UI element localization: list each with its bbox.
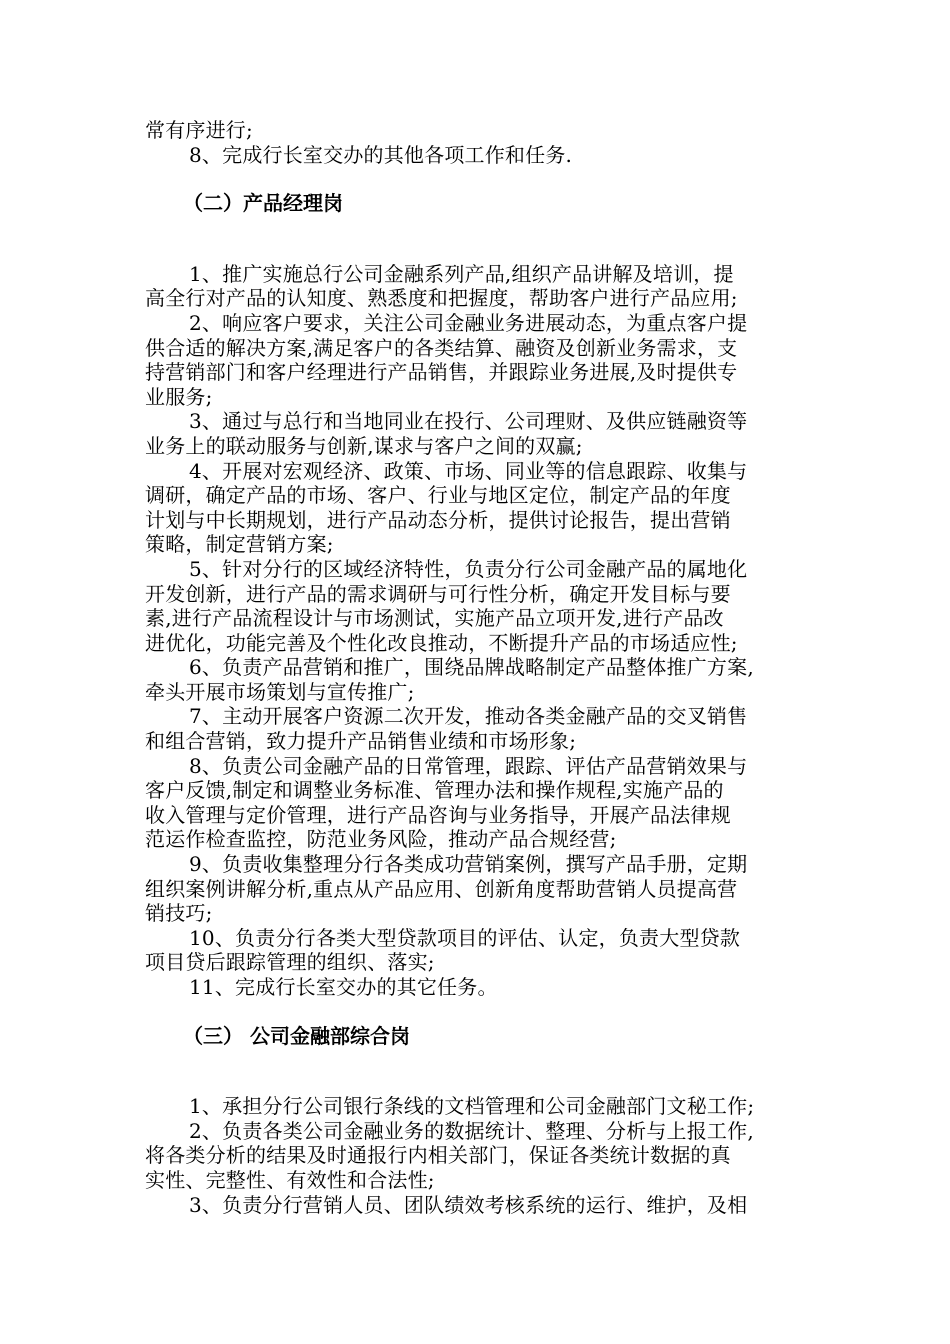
text-line: 调研，确定产品的市场、客户、行业与地区定位，制定产品的年度 xyxy=(145,483,731,508)
text-line: 2、响应客户要求，关注公司金融业务进展动态，为重点客户提 xyxy=(189,310,748,335)
text-line: 将各类分析的结果及时通报行内相关部门，保证各类统计数据的真 xyxy=(145,1143,731,1168)
text-line: 2、负责各类公司金融业务的数据统计、整理、分析与上报工作, xyxy=(189,1118,754,1143)
text-line: 3、负责分行营销人员、团队绩效考核系统的运行、维护，及相 xyxy=(189,1192,748,1217)
text-line: 10、负责分行各类大型贷款项目的评估、认定，负责大型贷款 xyxy=(189,925,741,950)
text-line: 常有序进行; xyxy=(145,118,253,142)
text-line: 1、承担分行公司银行条线的文档管理和公司金融部门文秘工作; xyxy=(189,1094,755,1119)
text-line: 项目贷后跟踪管理的组织、落实; xyxy=(145,950,435,975)
text-line: 6、负责产品营销和推广，围绕品牌战略制定产品整体推广方案, xyxy=(189,655,754,680)
text-line: 高全行对产品的认知度、熟悉度和把握度，帮助客户进行产品应用; xyxy=(145,286,738,311)
text-line: 5、针对分行的区域经济特性，负责分行公司金融产品的属地化 xyxy=(189,556,748,581)
text-line: 牵头开展市场策划与宣传推广; xyxy=(145,679,415,704)
document-page xyxy=(145,118,815,1217)
text-line: 7、主动开展客户资源二次开发，推动各类金融产品的交叉销售 xyxy=(189,704,748,729)
section-general-post xyxy=(145,1094,815,1217)
text-line: 组织案例讲解分析,重点从产品应用、创新角度帮助营销人员提高营 xyxy=(145,876,738,901)
text-line: 1、推广实施总行公司金融系列产品,组织产品讲解及培训，提 xyxy=(189,261,734,286)
text-line: 供合适的解决方案,满足客户的各类结算、融资及创新业务需求，支 xyxy=(145,335,738,360)
text-line: 和组合营销，致力提升产品销售业绩和市场形象; xyxy=(145,729,577,754)
text-line: 销技巧; xyxy=(145,901,213,926)
text-line: 8、负责公司金融产品的日常管理，跟踪、评估产品营销效果与 xyxy=(189,753,748,778)
text-line: 持营销部门和客户经理进行产品销售，并跟踪业务进展,及时提供专 xyxy=(145,360,738,385)
text-line: 客户反馈,制定和调整业务标准、管理办法和操作规程,实施产品的 xyxy=(145,778,724,803)
intro-block xyxy=(145,118,815,167)
text-line: 业务上的联动服务与创新,谋求与客户之间的双赢; xyxy=(145,433,583,458)
text-line: 4、开展对宏观经济、政策、市场、同业等的信息跟踪、收集与 xyxy=(189,458,748,483)
text-line: 策略，制定营销方案; xyxy=(145,532,334,557)
text-line: 进优化，功能完善及个性化改良推动，不断提升产品的市场适应性; xyxy=(145,630,738,655)
text-line: 范运作检查监控，防范业务风险，推动产品合规经营; xyxy=(145,827,617,852)
section-heading-general-post: （三） 公司金融部综合岗 xyxy=(183,1023,410,1048)
text-line: 3、通过与总行和当地同业在投行、公司理财、及供应链融资等 xyxy=(189,409,748,434)
section-product-manager xyxy=(145,262,815,1000)
text-line: 素,进行产品流程设计与市场测试，实施产品立项开发,进行产品改 xyxy=(145,606,724,631)
text-line: 9、负责收集整理分行各类成功营销案例，撰写产品手册，定期 xyxy=(189,852,748,877)
text-line: 计划与中长期规划，进行产品动态分析，提供讨论报告，提出营销 xyxy=(145,507,731,532)
text-line: 8、完成行长室交办的其他各项工作和任务. xyxy=(189,142,573,167)
text-line: 实性、完整性、有效性和合法性; xyxy=(145,1167,435,1192)
text-line: 开发创新，进行产品的需求调研与可行性分析，确定开发目标与要 xyxy=(145,581,731,606)
section-heading-product-manager: （二）产品经理岗 xyxy=(183,191,343,216)
text-line: 11、完成行长室交办的其它任务。 xyxy=(189,975,498,999)
text-line: 业服务; xyxy=(145,384,213,409)
text-line: 收入管理与定价管理，进行产品咨询与业务指导，开展产品法律规 xyxy=(145,802,731,827)
